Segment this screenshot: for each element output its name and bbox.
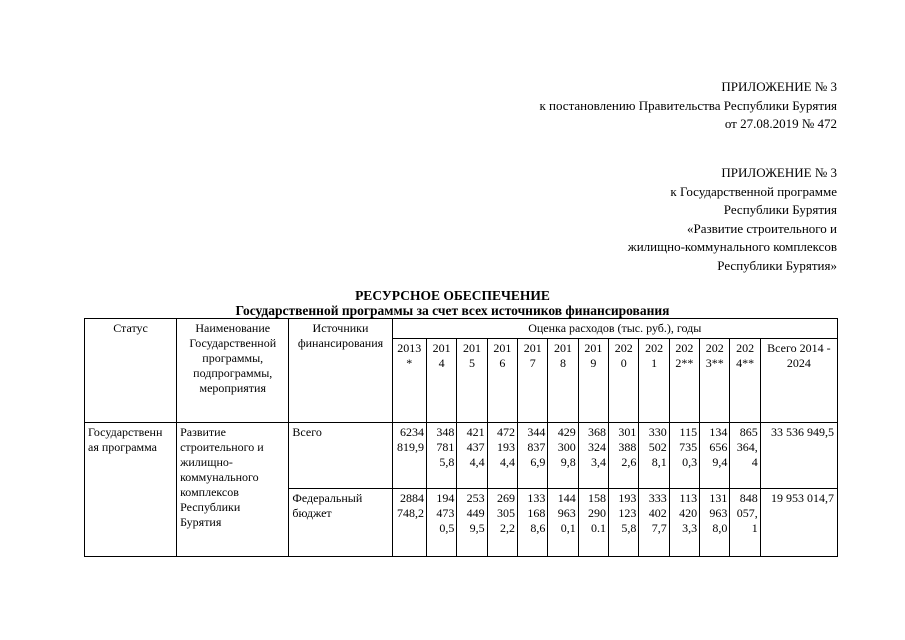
cell-line: 144 <box>557 491 576 505</box>
cell-line: 420 <box>679 506 698 520</box>
cell-line: 837 <box>527 440 546 454</box>
value-cell <box>457 489 487 557</box>
header-name <box>177 319 289 423</box>
cell-line: жилищно- <box>180 455 233 469</box>
cell-line: 201 <box>463 341 481 355</box>
cell-line: 735 <box>679 440 698 454</box>
cell-line: Наименование <box>195 321 271 335</box>
cell-line: * <box>406 356 413 370</box>
cell-line: 202 <box>736 341 755 355</box>
cell-line: 131 <box>709 491 728 505</box>
value-cell <box>487 423 517 489</box>
value-cell <box>639 423 669 489</box>
cell-line: 253 <box>466 491 485 505</box>
cell-line: 2,2 <box>500 521 516 535</box>
value-cell <box>609 489 639 557</box>
cell-line: 113 <box>679 491 698 505</box>
cell-line: 449 <box>466 506 485 520</box>
cell-line: Всего <box>292 425 322 439</box>
header-year-6 <box>578 339 608 423</box>
cell-line: 5,8 <box>621 521 637 535</box>
cell-line: 364, <box>736 440 758 454</box>
header-year-3 <box>487 339 517 423</box>
program-name-cell <box>177 423 289 557</box>
value-cell <box>639 489 669 557</box>
cell-line: Бурятия <box>180 515 222 529</box>
header-year-2 <box>457 339 487 423</box>
cell-line: Государственн <box>88 425 163 439</box>
cell-line: 0,3 <box>682 455 698 469</box>
value-cell <box>392 423 426 489</box>
cell-line: 123 <box>618 506 637 520</box>
cell-line: 193 <box>618 491 637 505</box>
header-year-7 <box>609 339 639 423</box>
value-cell <box>700 489 730 557</box>
cell-line: подпрограммы, <box>193 366 273 380</box>
cell-line: 194 <box>436 491 455 505</box>
cell-line: 4,4 <box>500 455 516 469</box>
value-cell <box>669 423 699 489</box>
cell-line: 202 <box>675 341 694 355</box>
cell-line: 301 <box>618 425 637 439</box>
cell-line: комплексов <box>180 485 239 499</box>
cell-line: 300 <box>557 440 576 454</box>
resource-table <box>84 318 838 557</box>
cell-line: 472 <box>497 425 516 439</box>
cell-line: 6234 <box>399 425 424 439</box>
cell-line: 4 <box>751 455 758 469</box>
cell-line: 502 <box>648 440 667 454</box>
cell-line: бюджет <box>292 506 332 520</box>
cell-line: строительного и <box>180 440 264 454</box>
cell-line: 1 <box>651 356 658 370</box>
header-line: к постановлению Правительства Республики Бурятия <box>539 97 837 113</box>
value-cell <box>392 489 426 557</box>
cell-line: 819,9 <box>396 440 424 454</box>
cell-line: 202 <box>645 341 664 355</box>
cell-line: 348 <box>436 425 455 439</box>
value-cell <box>548 423 578 489</box>
cell-line: ая программа <box>88 440 157 454</box>
cell-line: 963 <box>557 506 576 520</box>
header-label: Статус <box>113 321 148 335</box>
appendix-header-resolution <box>539 78 837 134</box>
cell-line: 437 <box>466 440 485 454</box>
cell-line: 8 <box>560 356 567 370</box>
cell-line: 7 <box>529 356 536 370</box>
cell-line: 201 <box>523 341 542 355</box>
cell-line: 201 <box>554 341 573 355</box>
header-year-10 <box>700 339 730 423</box>
header-status <box>85 319 177 423</box>
cell-line: коммунального <box>180 470 259 484</box>
cell-line: 0,5 <box>439 521 455 535</box>
source-cell <box>289 489 392 557</box>
document-title: РЕСУРСНОЕ ОБЕСПЕЧЕНИЕ <box>355 288 550 303</box>
cell-line: 9 <box>590 356 597 370</box>
cell-line: 9,8 <box>560 455 576 469</box>
cell-line: 8,1 <box>651 455 667 469</box>
header-line: жилищно-коммунального комплексов <box>627 239 837 254</box>
header-line: Республики Бурятия <box>723 202 837 217</box>
cell-line: 0 <box>620 356 627 370</box>
header-year-0 <box>392 339 426 423</box>
cell-line: 9,5 <box>469 521 485 535</box>
header-line: от 27.08.2019 № 472 <box>724 116 837 131</box>
cell-line: 4 <box>438 356 445 370</box>
cell-line: 781 <box>436 440 455 454</box>
cell-line: 202 <box>705 341 724 355</box>
header-year-4 <box>518 339 548 423</box>
value-cell <box>669 489 699 557</box>
header-year-1 <box>426 339 456 423</box>
cell-line: 7,7 <box>651 521 667 535</box>
header-sources <box>289 319 392 423</box>
cell-line: 8,6 <box>530 521 546 535</box>
cell-line: 201 <box>432 341 451 355</box>
appendix-header-program <box>628 164 837 275</box>
cell-line: 3** <box>705 356 724 370</box>
header-year-9 <box>669 339 699 423</box>
cell-line: 421 <box>466 425 485 439</box>
value-cell <box>487 489 517 557</box>
cell-line: 2884 <box>399 491 424 505</box>
header-total <box>760 339 837 423</box>
cell-line: 963 <box>709 506 728 520</box>
cell-line: 4,4 <box>469 455 485 469</box>
cell-line: 2013 <box>397 341 422 355</box>
header-year-5 <box>548 339 578 423</box>
header-row <box>85 319 838 339</box>
cell-line: 269 <box>497 491 516 505</box>
cell-line: 5,8 <box>439 455 455 469</box>
cell-line: 429 <box>557 425 576 439</box>
header-line: «Развитие строительного и <box>687 220 837 236</box>
cell-line: 5 <box>469 356 475 370</box>
cell-line: Всего 2014 - <box>767 341 831 355</box>
value-cell <box>457 423 487 489</box>
cell-line: 133 <box>527 491 546 505</box>
cell-line: 3,3 <box>682 521 698 535</box>
cell-line: 0.1 <box>591 521 607 535</box>
cell-line: 057, <box>736 506 758 520</box>
cell-line: 2024 <box>786 356 811 370</box>
cell-line: 0,1 <box>560 521 576 535</box>
cell-line: 158 <box>588 491 607 505</box>
value-cell <box>426 489 456 557</box>
header-line: ПРИЛОЖЕНИЕ № 3 <box>721 79 837 94</box>
cell-line: 3,4 <box>591 455 607 469</box>
value-cell <box>730 423 760 489</box>
cell-line: финансирования <box>297 336 384 350</box>
cell-line: 748,2 <box>396 506 424 520</box>
cell-line: программы, <box>202 351 264 365</box>
cell-line: 333 <box>648 491 667 505</box>
header-line: Республики Бурятия» <box>717 257 837 273</box>
cell-line: 305 <box>497 506 516 520</box>
cell-line: 865 <box>739 425 758 439</box>
cell-line: 330 <box>648 425 667 439</box>
cell-line: 324 <box>588 440 607 454</box>
cell-line: 656 <box>709 440 728 454</box>
cell-line: 2,6 <box>621 455 637 469</box>
cell-line: Государственной <box>189 336 277 350</box>
cell-line: 134 <box>709 425 728 439</box>
document-subtitle: Государственной программы за счет всех источников финансирования <box>235 303 670 318</box>
cell-line: 388 <box>618 440 637 454</box>
value-cell <box>700 423 730 489</box>
cell-line: 473 <box>436 506 455 520</box>
cell-line: 201 <box>584 341 603 355</box>
total-value: 33 536 949,5 <box>771 425 834 439</box>
header-estimate <box>392 319 837 339</box>
cell-line: 6 <box>499 356 506 370</box>
cell-line: 2** <box>675 356 694 370</box>
value-cell <box>548 489 578 557</box>
cell-line: 4** <box>736 356 755 370</box>
total-cell <box>760 423 837 489</box>
cell-line: 193 <box>497 440 516 454</box>
cell-line: 202 <box>614 341 633 355</box>
cell-line: мероприятия <box>199 381 266 395</box>
cell-line: Федеральный <box>292 491 363 505</box>
cell-line: 344 <box>527 425 546 439</box>
value-cell <box>609 423 639 489</box>
cell-line: 402 <box>648 506 667 520</box>
cell-line: 368 <box>588 425 607 439</box>
cell-line: 848 <box>739 491 758 505</box>
cell-line: 6,9 <box>530 455 546 469</box>
total-cell <box>760 489 837 557</box>
cell-line: Развитие <box>180 425 226 439</box>
cell-line: 201 <box>493 341 512 355</box>
total-value: 19 953 014,7 <box>771 491 834 505</box>
cell-line: 8,0 <box>712 521 728 535</box>
cell-line: 1 <box>751 521 758 535</box>
cell-line: 168 <box>527 506 546 520</box>
header-line: ПРИЛОЖЕНИЕ № 3 <box>721 165 837 180</box>
cell-line: 115 <box>679 425 698 439</box>
value-cell <box>578 489 608 557</box>
value-cell <box>578 423 608 489</box>
status-cell <box>85 423 177 557</box>
value-cell <box>518 489 548 557</box>
value-cell <box>518 423 548 489</box>
header-line: к Государственной программе <box>670 183 837 199</box>
table-row <box>85 423 838 489</box>
cell-line: Источники <box>312 321 369 335</box>
value-cell <box>730 489 760 557</box>
cell-line: 290 <box>588 506 607 520</box>
cell-line: Республики <box>180 500 241 514</box>
value-cell <box>426 423 456 489</box>
cell-line: 9,4 <box>712 455 728 469</box>
source-cell <box>289 423 392 489</box>
header-year-11 <box>730 339 760 423</box>
header-year-8 <box>639 339 669 423</box>
header-label: Оценка расходов (тыс. руб.), годы <box>528 321 702 335</box>
